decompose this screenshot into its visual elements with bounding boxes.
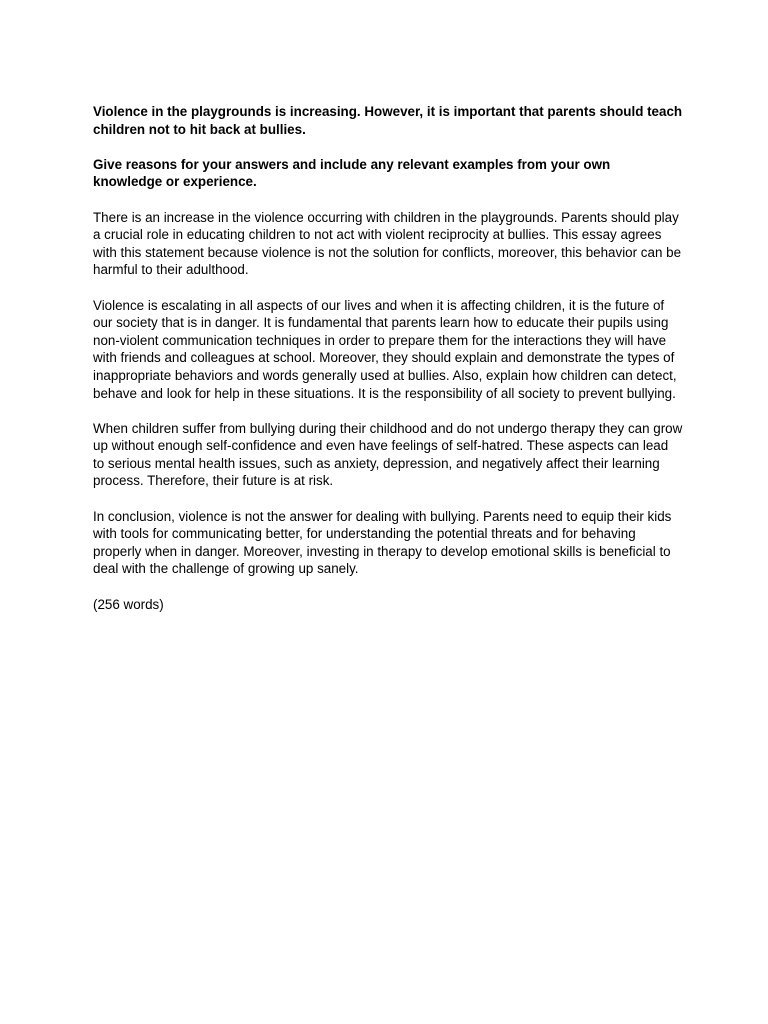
word-count: (256 words) <box>93 596 164 612</box>
paragraph-conclusion: In conclusion, violence is not the answer for dealing with bullying. Parents need to equip their kids with tools for communicating better, for understanding the potential threats and for behaving properly when in danger. Moreover, investing in therapy to develop emotional skills is beneficial to deal with the challenge of growing up sanely. <box>93 508 672 577</box>
essay-body <box>93 103 683 631</box>
essay-instructions: Give reasons for your answers and include any relevant examples from your own knowledge or experience. <box>93 156 611 190</box>
essay-prompt: Violence in the playgrounds is increasing. However, it is important that parents should teach children not to hit back at bullies. <box>93 104 683 137</box>
paragraph-body-2: When children suffer from bullying during their childhood and do not undergo therapy they can grow up without enough self-confidence and even have feelings of self-hatred. These aspects can lead to serious mental health issues, such as anxiety, depression, and negatively affect their learning process. Therefore, their future is at risk. <box>93 420 683 489</box>
paragraph-body-1: Violence is escalating in all aspects of our lives and when it is affecting children, it is the future of our society that is in danger. It is fundamental that parents learn how to educate their pupils using non-violent communication techniques in order to prepare them for the interactions they will have with friends and colleagues at school. Moreover, they should explain and demonstrate the types of inappropriate behaviors and words generally used at bullies. Also, explain how children can detect, behave and look for help in these situations. It is the responsibility of all society to prevent bullying. <box>93 297 677 401</box>
paragraph-introduction: There is an increase in the violence occurring with children in the playgrounds. Parents should play a crucial role in educating children to not act with violent reciprocity at bullies. This essay agrees with this statement because violence is not the solution for conflicts, moreover, this behavior can be harmful to their adulthood. <box>93 209 682 278</box>
